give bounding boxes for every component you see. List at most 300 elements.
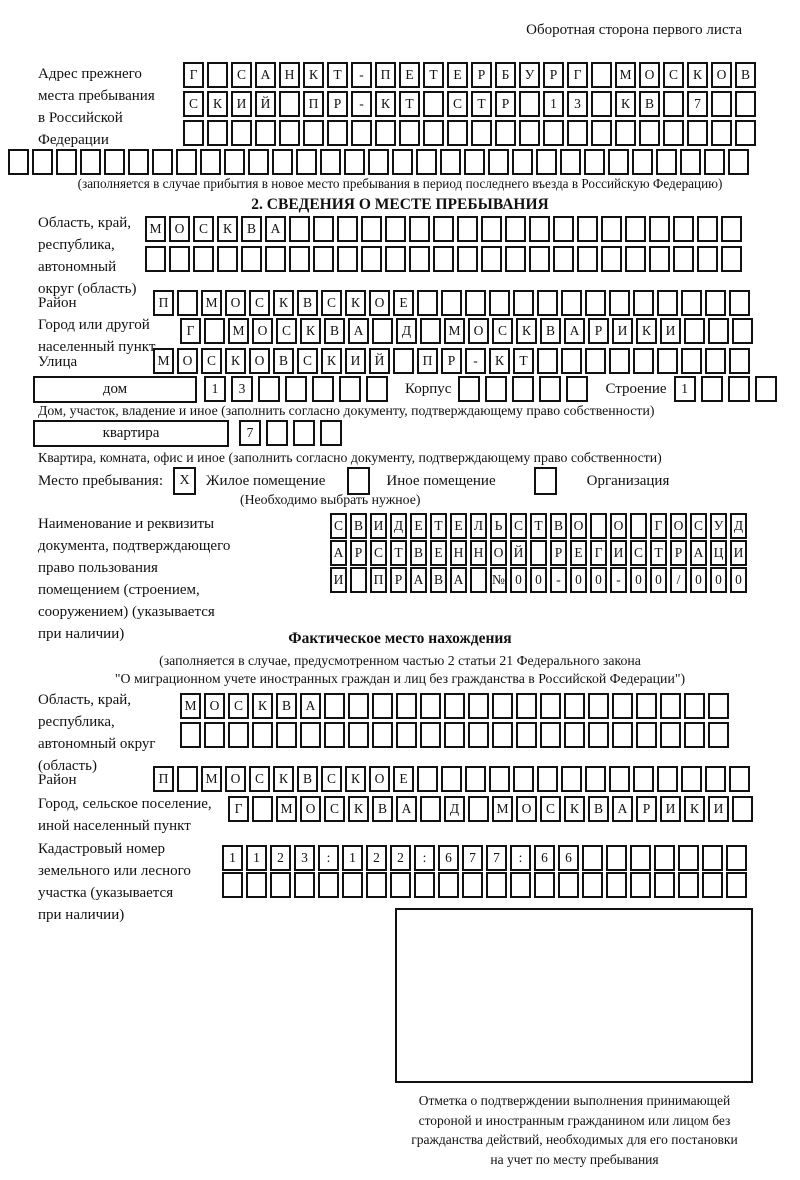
char-cell[interactable]: : bbox=[318, 845, 339, 871]
char-cell[interactable]: И bbox=[660, 796, 681, 822]
char-cell[interactable] bbox=[543, 120, 564, 146]
char-cell[interactable] bbox=[711, 120, 732, 146]
char-cell[interactable] bbox=[561, 766, 582, 792]
char-cell[interactable] bbox=[591, 120, 612, 146]
char-cell[interactable]: - bbox=[465, 348, 486, 374]
char-cell[interactable] bbox=[361, 246, 382, 272]
char-cell[interactable] bbox=[639, 120, 660, 146]
char-cell[interactable] bbox=[200, 149, 221, 175]
char-cell[interactable]: Г bbox=[183, 62, 204, 88]
char-cell[interactable] bbox=[279, 120, 300, 146]
char-cell[interactable] bbox=[438, 872, 459, 898]
char-cell[interactable]: А bbox=[255, 62, 276, 88]
char-cell[interactable] bbox=[285, 376, 307, 402]
char-cell[interactable] bbox=[609, 290, 630, 316]
char-cell[interactable]: Т bbox=[471, 91, 492, 117]
char-cell[interactable] bbox=[704, 149, 725, 175]
char-cell[interactable] bbox=[56, 149, 77, 175]
char-cell[interactable] bbox=[486, 872, 507, 898]
char-cell[interactable] bbox=[630, 872, 651, 898]
char-cell[interactable]: В bbox=[372, 796, 393, 822]
char-cell[interactable]: Е bbox=[450, 513, 467, 539]
char-cell[interactable] bbox=[505, 246, 526, 272]
char-cell[interactable]: Б bbox=[495, 62, 516, 88]
char-cell[interactable] bbox=[372, 318, 393, 344]
char-cell[interactable]: А bbox=[612, 796, 633, 822]
char-cell[interactable] bbox=[246, 872, 267, 898]
char-cell[interactable] bbox=[324, 722, 345, 748]
char-cell[interactable]: О bbox=[670, 513, 687, 539]
char-cell[interactable]: Р bbox=[495, 91, 516, 117]
char-cell[interactable]: Р bbox=[327, 91, 348, 117]
char-cell[interactable]: К bbox=[636, 318, 657, 344]
char-cell[interactable] bbox=[224, 149, 245, 175]
char-cell[interactable] bbox=[729, 348, 750, 374]
char-cell[interactable] bbox=[276, 722, 297, 748]
char-cell[interactable]: А bbox=[690, 540, 707, 566]
char-cell[interactable]: К bbox=[273, 766, 294, 792]
char-cell[interactable] bbox=[584, 149, 605, 175]
char-cell[interactable] bbox=[433, 246, 454, 272]
char-cell[interactable]: 0 bbox=[710, 567, 727, 593]
char-cell[interactable]: 2 bbox=[270, 845, 291, 871]
char-cell[interactable]: К bbox=[564, 796, 585, 822]
char-cell[interactable] bbox=[351, 120, 372, 146]
char-cell[interactable] bbox=[657, 766, 678, 792]
char-cell[interactable] bbox=[339, 376, 361, 402]
char-cell[interactable] bbox=[516, 693, 537, 719]
char-cell[interactable]: Р bbox=[471, 62, 492, 88]
char-cell[interactable] bbox=[553, 216, 574, 242]
char-cell[interactable] bbox=[697, 216, 718, 242]
char-cell[interactable]: 7 bbox=[687, 91, 708, 117]
char-cell[interactable]: М bbox=[492, 796, 513, 822]
char-cell[interactable] bbox=[564, 722, 585, 748]
char-cell[interactable] bbox=[385, 246, 406, 272]
char-cell[interactable] bbox=[488, 149, 509, 175]
char-cell[interactable] bbox=[681, 766, 702, 792]
char-cell[interactable] bbox=[567, 120, 588, 146]
char-cell[interactable] bbox=[420, 722, 441, 748]
char-cell[interactable]: Р bbox=[588, 318, 609, 344]
char-cell[interactable]: В bbox=[297, 766, 318, 792]
char-cell[interactable]: И bbox=[612, 318, 633, 344]
char-cell[interactable] bbox=[513, 290, 534, 316]
char-cell[interactable]: О bbox=[225, 290, 246, 316]
char-cell[interactable] bbox=[553, 246, 574, 272]
char-cell[interactable]: Д bbox=[444, 796, 465, 822]
char-cell[interactable]: О bbox=[570, 513, 587, 539]
char-cell[interactable]: С bbox=[321, 290, 342, 316]
char-cell[interactable] bbox=[590, 513, 607, 539]
char-cell[interactable]: С bbox=[321, 766, 342, 792]
char-cell[interactable]: Ц bbox=[710, 540, 727, 566]
char-cell[interactable]: О bbox=[468, 318, 489, 344]
char-cell[interactable]: К bbox=[300, 318, 321, 344]
char-cell[interactable]: С bbox=[193, 216, 214, 242]
char-cell[interactable] bbox=[513, 766, 534, 792]
char-cell[interactable]: В bbox=[410, 540, 427, 566]
char-cell[interactable]: Д bbox=[730, 513, 747, 539]
char-cell[interactable] bbox=[279, 91, 300, 117]
char-cell[interactable] bbox=[217, 246, 238, 272]
char-cell[interactable] bbox=[423, 120, 444, 146]
char-cell[interactable]: Е bbox=[393, 290, 414, 316]
char-cell[interactable]: 0 bbox=[730, 567, 747, 593]
char-cell[interactable] bbox=[270, 872, 291, 898]
char-cell[interactable]: Е bbox=[447, 62, 468, 88]
char-cell[interactable]: И bbox=[610, 540, 627, 566]
char-cell[interactable]: С bbox=[276, 318, 297, 344]
char-cell[interactable] bbox=[348, 722, 369, 748]
char-cell[interactable]: Л bbox=[470, 513, 487, 539]
char-cell[interactable] bbox=[726, 845, 747, 871]
char-cell[interactable]: : bbox=[510, 845, 531, 871]
char-cell[interactable] bbox=[663, 91, 684, 117]
char-cell[interactable]: - bbox=[610, 567, 627, 593]
char-cell[interactable] bbox=[207, 62, 228, 88]
char-cell[interactable]: Т bbox=[530, 513, 547, 539]
char-cell[interactable] bbox=[735, 91, 756, 117]
char-cell[interactable] bbox=[320, 420, 342, 446]
char-cell[interactable] bbox=[540, 722, 561, 748]
char-cell[interactable]: Д bbox=[390, 513, 407, 539]
char-cell[interactable] bbox=[366, 872, 387, 898]
char-cell[interactable] bbox=[729, 766, 750, 792]
char-cell[interactable] bbox=[372, 693, 393, 719]
char-cell[interactable] bbox=[464, 149, 485, 175]
char-cell[interactable]: В bbox=[639, 91, 660, 117]
char-cell[interactable]: С bbox=[249, 290, 270, 316]
char-cell[interactable]: О bbox=[169, 216, 190, 242]
char-cell[interactable] bbox=[375, 120, 396, 146]
char-cell[interactable] bbox=[678, 845, 699, 871]
char-cell[interactable] bbox=[636, 693, 657, 719]
char-cell[interactable] bbox=[537, 766, 558, 792]
char-cell[interactable] bbox=[444, 693, 465, 719]
char-cell[interactable]: Т bbox=[399, 91, 420, 117]
char-cell[interactable] bbox=[337, 246, 358, 272]
char-cell[interactable] bbox=[462, 872, 483, 898]
char-cell[interactable] bbox=[582, 872, 603, 898]
char-cell[interactable]: А bbox=[564, 318, 585, 344]
char-cell[interactable] bbox=[441, 290, 462, 316]
char-cell[interactable] bbox=[312, 376, 334, 402]
char-cell[interactable] bbox=[512, 149, 533, 175]
char-cell[interactable] bbox=[258, 376, 280, 402]
char-cell[interactable]: - bbox=[351, 91, 372, 117]
char-cell[interactable] bbox=[399, 120, 420, 146]
char-cell[interactable] bbox=[537, 290, 558, 316]
char-cell[interactable] bbox=[420, 796, 441, 822]
char-cell[interactable]: С bbox=[540, 796, 561, 822]
char-cell[interactable] bbox=[673, 246, 694, 272]
char-cell[interactable]: Г bbox=[228, 796, 249, 822]
char-cell[interactable]: Р bbox=[350, 540, 367, 566]
char-cell[interactable] bbox=[660, 693, 681, 719]
char-cell[interactable]: П bbox=[370, 567, 387, 593]
char-cell[interactable] bbox=[366, 376, 388, 402]
char-cell[interactable]: К bbox=[684, 796, 705, 822]
char-cell[interactable]: Ь bbox=[490, 513, 507, 539]
char-cell[interactable] bbox=[711, 91, 732, 117]
char-cell[interactable] bbox=[145, 246, 166, 272]
char-cell[interactable] bbox=[505, 216, 526, 242]
char-cell[interactable] bbox=[390, 872, 411, 898]
char-cell[interactable]: Д bbox=[396, 318, 417, 344]
char-cell[interactable]: С bbox=[249, 766, 270, 792]
char-cell[interactable] bbox=[207, 120, 228, 146]
char-cell[interactable] bbox=[204, 722, 225, 748]
char-cell[interactable] bbox=[265, 246, 286, 272]
char-cell[interactable] bbox=[177, 766, 198, 792]
char-cell[interactable]: П bbox=[153, 290, 174, 316]
char-cell[interactable]: 7 bbox=[239, 420, 261, 446]
char-cell[interactable] bbox=[169, 246, 190, 272]
char-cell[interactable]: Е bbox=[410, 513, 427, 539]
char-cell[interactable] bbox=[630, 845, 651, 871]
char-cell[interactable] bbox=[519, 120, 540, 146]
char-cell[interactable] bbox=[368, 149, 389, 175]
char-cell[interactable] bbox=[495, 120, 516, 146]
char-cell[interactable] bbox=[663, 120, 684, 146]
char-cell[interactable] bbox=[128, 149, 149, 175]
char-cell[interactable]: С bbox=[324, 796, 345, 822]
char-cell[interactable] bbox=[516, 722, 537, 748]
char-cell[interactable]: Р bbox=[390, 567, 407, 593]
char-cell[interactable] bbox=[732, 318, 753, 344]
char-cell[interactable]: 6 bbox=[534, 845, 555, 871]
char-cell[interactable]: С bbox=[630, 540, 647, 566]
char-cell[interactable]: К bbox=[516, 318, 537, 344]
char-cell[interactable] bbox=[492, 693, 513, 719]
char-cell[interactable] bbox=[729, 290, 750, 316]
char-cell[interactable]: М bbox=[444, 318, 465, 344]
char-cell[interactable] bbox=[481, 246, 502, 272]
char-cell[interactable]: Г bbox=[590, 540, 607, 566]
char-cell[interactable]: М bbox=[615, 62, 636, 88]
char-cell[interactable]: О bbox=[516, 796, 537, 822]
char-cell[interactable]: П bbox=[375, 62, 396, 88]
char-cell[interactable]: Р bbox=[441, 348, 462, 374]
char-cell[interactable] bbox=[673, 216, 694, 242]
char-cell[interactable]: О bbox=[225, 766, 246, 792]
char-cell[interactable]: Й bbox=[255, 91, 276, 117]
char-cell[interactable] bbox=[447, 120, 468, 146]
char-cell[interactable] bbox=[468, 796, 489, 822]
char-cell[interactable] bbox=[636, 722, 657, 748]
char-cell[interactable]: К bbox=[687, 62, 708, 88]
char-cell[interactable]: О bbox=[204, 693, 225, 719]
char-cell[interactable] bbox=[492, 722, 513, 748]
char-cell[interactable]: В bbox=[350, 513, 367, 539]
char-cell[interactable]: Н bbox=[450, 540, 467, 566]
char-cell[interactable]: В bbox=[297, 290, 318, 316]
char-cell[interactable]: О bbox=[369, 290, 390, 316]
char-cell[interactable]: 0 bbox=[570, 567, 587, 593]
char-cell[interactable] bbox=[561, 290, 582, 316]
char-cell[interactable]: С bbox=[447, 91, 468, 117]
char-cell[interactable] bbox=[361, 216, 382, 242]
char-cell[interactable]: И bbox=[708, 796, 729, 822]
char-cell[interactable]: 0 bbox=[590, 567, 607, 593]
char-cell[interactable] bbox=[444, 722, 465, 748]
char-cell[interactable] bbox=[721, 246, 742, 272]
char-cell[interactable] bbox=[564, 693, 585, 719]
char-cell[interactable] bbox=[485, 376, 507, 402]
char-cell[interactable] bbox=[350, 567, 367, 593]
char-cell[interactable]: М bbox=[145, 216, 166, 242]
char-cell[interactable] bbox=[342, 872, 363, 898]
char-cell[interactable]: Т bbox=[513, 348, 534, 374]
char-cell[interactable] bbox=[396, 722, 417, 748]
char-cell[interactable] bbox=[625, 216, 646, 242]
char-cell[interactable]: - bbox=[550, 567, 567, 593]
char-cell[interactable] bbox=[8, 149, 29, 175]
char-cell[interactable] bbox=[465, 290, 486, 316]
char-cell[interactable] bbox=[684, 693, 705, 719]
char-cell[interactable]: 0 bbox=[630, 567, 647, 593]
char-cell[interactable] bbox=[272, 149, 293, 175]
char-cell[interactable]: С bbox=[510, 513, 527, 539]
char-cell[interactable] bbox=[681, 290, 702, 316]
char-cell[interactable] bbox=[649, 246, 670, 272]
char-cell[interactable]: В bbox=[550, 513, 567, 539]
char-cell[interactable]: 3 bbox=[294, 845, 315, 871]
char-cell[interactable] bbox=[585, 290, 606, 316]
char-cell[interactable]: 7 bbox=[462, 845, 483, 871]
char-cell[interactable]: К bbox=[375, 91, 396, 117]
char-cell[interactable]: С bbox=[370, 540, 387, 566]
char-cell[interactable] bbox=[732, 796, 753, 822]
char-cell[interactable]: О bbox=[252, 318, 273, 344]
char-cell[interactable]: 0 bbox=[650, 567, 667, 593]
char-cell[interactable]: А bbox=[396, 796, 417, 822]
char-cell[interactable]: Е bbox=[430, 540, 447, 566]
char-cell[interactable]: С bbox=[228, 693, 249, 719]
char-cell[interactable] bbox=[591, 91, 612, 117]
char-cell[interactable]: - bbox=[351, 62, 372, 88]
char-cell[interactable] bbox=[440, 149, 461, 175]
char-cell[interactable] bbox=[536, 149, 557, 175]
char-cell[interactable] bbox=[705, 290, 726, 316]
char-cell[interactable]: С bbox=[492, 318, 513, 344]
char-cell[interactable] bbox=[529, 246, 550, 272]
checkbox-zhiloe-pomeshchenie[interactable]: X bbox=[173, 467, 196, 495]
char-cell[interactable]: И bbox=[660, 318, 681, 344]
char-cell[interactable]: 3 bbox=[231, 376, 253, 402]
char-cell[interactable] bbox=[633, 290, 654, 316]
char-cell[interactable]: Р bbox=[636, 796, 657, 822]
char-cell[interactable]: О bbox=[369, 766, 390, 792]
char-cell[interactable]: 1 bbox=[204, 376, 226, 402]
char-cell[interactable] bbox=[231, 120, 252, 146]
char-cell[interactable]: : bbox=[414, 845, 435, 871]
char-cell[interactable] bbox=[470, 567, 487, 593]
char-cell[interactable]: Й bbox=[510, 540, 527, 566]
char-cell[interactable] bbox=[457, 246, 478, 272]
char-cell[interactable] bbox=[612, 693, 633, 719]
char-cell[interactable]: К bbox=[615, 91, 636, 117]
char-cell[interactable]: Р bbox=[670, 540, 687, 566]
char-cell[interactable] bbox=[687, 120, 708, 146]
char-cell[interactable]: О bbox=[490, 540, 507, 566]
char-cell[interactable] bbox=[327, 120, 348, 146]
char-cell[interactable]: И bbox=[730, 540, 747, 566]
char-cell[interactable]: Т bbox=[423, 62, 444, 88]
char-cell[interactable]: Г bbox=[650, 513, 667, 539]
char-cell[interactable] bbox=[385, 216, 406, 242]
char-cell[interactable] bbox=[423, 91, 444, 117]
char-cell[interactable]: А bbox=[330, 540, 347, 566]
char-cell[interactable] bbox=[313, 246, 334, 272]
char-cell[interactable]: У bbox=[710, 513, 727, 539]
char-cell[interactable]: В bbox=[276, 693, 297, 719]
char-cell[interactable] bbox=[591, 62, 612, 88]
char-cell[interactable]: С bbox=[690, 513, 707, 539]
char-cell[interactable]: Е bbox=[393, 766, 414, 792]
char-cell[interactable] bbox=[708, 693, 729, 719]
char-cell[interactable] bbox=[649, 216, 670, 242]
char-cell[interactable]: № bbox=[490, 567, 507, 593]
char-cell[interactable] bbox=[176, 149, 197, 175]
char-cell[interactable]: К bbox=[207, 91, 228, 117]
char-cell[interactable]: И bbox=[231, 91, 252, 117]
char-cell[interactable]: М bbox=[201, 290, 222, 316]
char-cell[interactable]: С bbox=[183, 91, 204, 117]
char-cell[interactable] bbox=[489, 290, 510, 316]
char-cell[interactable] bbox=[180, 722, 201, 748]
char-cell[interactable]: К bbox=[217, 216, 238, 242]
char-cell[interactable] bbox=[80, 149, 101, 175]
char-cell[interactable]: О bbox=[300, 796, 321, 822]
char-cell[interactable]: Р bbox=[550, 540, 567, 566]
char-cell[interactable]: Р bbox=[543, 62, 564, 88]
char-cell[interactable] bbox=[588, 722, 609, 748]
char-cell[interactable] bbox=[633, 348, 654, 374]
char-cell[interactable] bbox=[465, 766, 486, 792]
char-cell[interactable] bbox=[481, 216, 502, 242]
char-cell[interactable] bbox=[560, 149, 581, 175]
char-cell[interactable] bbox=[705, 766, 726, 792]
char-cell[interactable] bbox=[654, 872, 675, 898]
char-cell[interactable] bbox=[417, 290, 438, 316]
char-cell[interactable]: С bbox=[201, 348, 222, 374]
char-cell[interactable] bbox=[320, 149, 341, 175]
char-cell[interactable] bbox=[735, 120, 756, 146]
char-cell[interactable]: С bbox=[663, 62, 684, 88]
char-cell[interactable] bbox=[702, 845, 723, 871]
char-cell[interactable] bbox=[728, 376, 750, 402]
char-cell[interactable] bbox=[612, 722, 633, 748]
char-cell[interactable] bbox=[540, 693, 561, 719]
char-cell[interactable]: 6 bbox=[558, 845, 579, 871]
char-cell[interactable] bbox=[348, 693, 369, 719]
char-cell[interactable] bbox=[396, 693, 417, 719]
char-cell[interactable] bbox=[104, 149, 125, 175]
char-cell[interactable] bbox=[656, 149, 677, 175]
char-cell[interactable]: К bbox=[489, 348, 510, 374]
char-cell[interactable]: К bbox=[252, 693, 273, 719]
char-cell[interactable] bbox=[241, 246, 262, 272]
char-cell[interactable] bbox=[726, 872, 747, 898]
char-cell[interactable] bbox=[519, 91, 540, 117]
char-cell[interactable] bbox=[204, 318, 225, 344]
char-cell[interactable]: Е bbox=[570, 540, 587, 566]
char-cell[interactable] bbox=[510, 872, 531, 898]
char-cell[interactable] bbox=[582, 845, 603, 871]
char-cell[interactable] bbox=[608, 149, 629, 175]
